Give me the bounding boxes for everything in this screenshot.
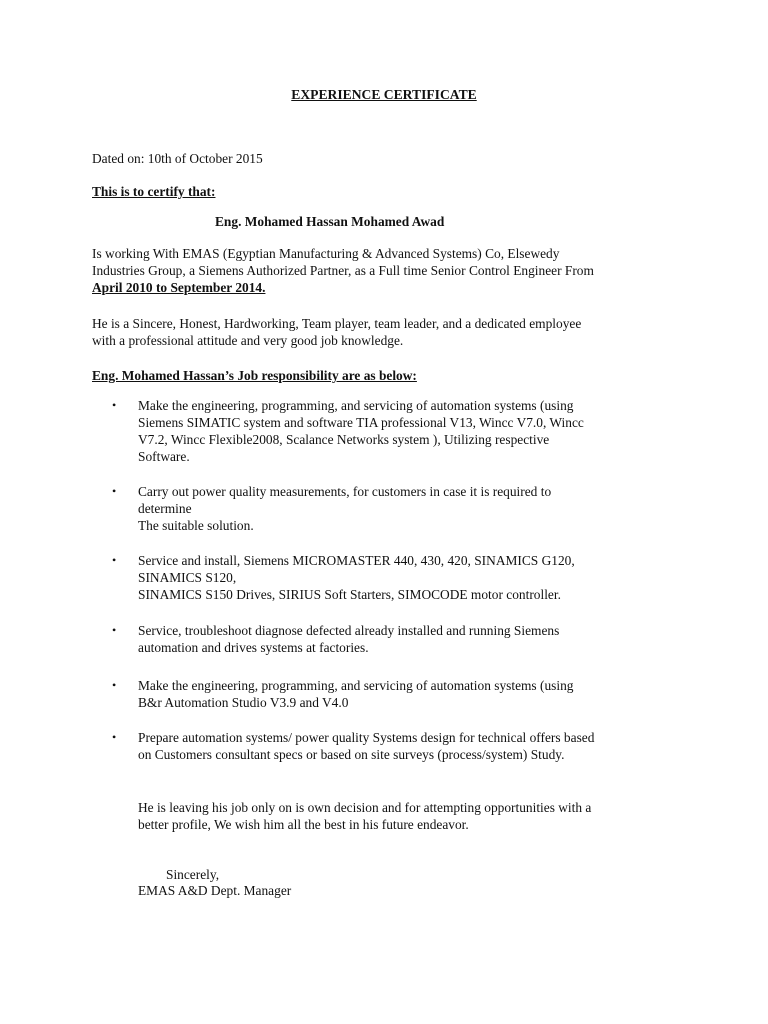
list-item-line: determine bbox=[138, 501, 192, 516]
bullet-point-icon: • bbox=[112, 678, 117, 692]
bullet-point-icon: • bbox=[112, 730, 117, 744]
list-item-line: Carry out power quality measurements, for customers in case it is required to bbox=[138, 484, 552, 499]
bullet-point-icon: • bbox=[112, 623, 117, 637]
signer-title: EMAS A&D Dept. Manager bbox=[138, 883, 292, 898]
list-item-line: Software. bbox=[138, 449, 190, 464]
employment-line-2: Industries Group, a Siemens Authorized Partner, as a Full time Senior Control Engineer From bbox=[92, 263, 594, 278]
character-paragraph bbox=[92, 315, 692, 349]
list-item bbox=[138, 729, 678, 763]
document-title: EXPERIENCE CERTIFICATE bbox=[291, 87, 477, 102]
list-item-line: The suitable solution. bbox=[138, 518, 254, 533]
employment-line-1: Is working With EMAS (Egyptian Manufacturing & Advanced Systems) Co, Elsewedy bbox=[92, 246, 560, 261]
list-item-line: B&r Automation Studio V3.9 and V4.0 bbox=[138, 695, 349, 710]
list-item-line: V7.2, Wincc Flexible2008, Scalance Networks system ), Utilizing respective bbox=[138, 432, 550, 447]
list-item-line: on Customers consultant specs or based on site surveys (process/system) Study. bbox=[138, 747, 565, 762]
list-item bbox=[138, 677, 678, 711]
list-item-line: SINAMICS S150 Drives, SIRIUS Soft Starters, SIMOCODE motor controller. bbox=[138, 587, 561, 602]
employment-paragraph bbox=[92, 245, 692, 296]
character-line-2: with a professional attitude and very good job knowledge. bbox=[92, 333, 404, 348]
list-item-line: Siemens SIMATIC system and software TIA professional V13, Wincc V7.0, Wincc bbox=[138, 415, 584, 430]
date-line: Dated on: 10th of October 2015 bbox=[92, 151, 263, 166]
closing-line-1: He is leaving his job only on is own decision and for attempting opportunities with a bbox=[138, 800, 592, 815]
employee-name: Eng. Mohamed Hassan Mohamed Awad bbox=[215, 214, 445, 229]
closing-paragraph bbox=[138, 799, 698, 833]
list-item bbox=[138, 622, 678, 656]
list-item-line: automation and drives systems at factories. bbox=[138, 640, 369, 655]
character-line-1: He is a Sincere, Honest, Hardworking, Team player, team leader, and a dedicated employee bbox=[92, 316, 582, 331]
bullet-point-icon: • bbox=[112, 398, 117, 412]
closing-line-2: better profile, We wish him all the best in his future endeavor. bbox=[138, 817, 469, 832]
list-item-line: Make the engineering, programming, and servicing of automation systems (using bbox=[138, 398, 574, 413]
responsibility-heading: Eng. Mohamed Hassan’s Job responsibility are as below: bbox=[92, 368, 417, 383]
list-item bbox=[138, 397, 678, 465]
list-item-line: Service, troubleshoot diagnose defected already installed and running Siemens bbox=[138, 623, 560, 638]
bullet-point-icon: • bbox=[112, 553, 117, 567]
list-item bbox=[138, 483, 678, 534]
list-item-line: SINAMICS S120, bbox=[138, 570, 237, 585]
sincerely-text: Sincerely, bbox=[166, 867, 220, 882]
employment-period: April 2010 to September 2014. bbox=[92, 280, 266, 295]
list-item-line: Service and install, Siemens MICROMASTER 440, 430, 420, SINAMICS G120, bbox=[138, 553, 575, 568]
list-item-line: Prepare automation systems/ power quality Systems design for technical offers based bbox=[138, 730, 595, 745]
list-item-line: Make the engineering, programming, and servicing of automation systems (using bbox=[138, 678, 574, 693]
bullet-point-icon: • bbox=[112, 484, 117, 498]
list-item bbox=[138, 552, 678, 603]
certify-heading: This is to certify that: bbox=[92, 184, 216, 199]
